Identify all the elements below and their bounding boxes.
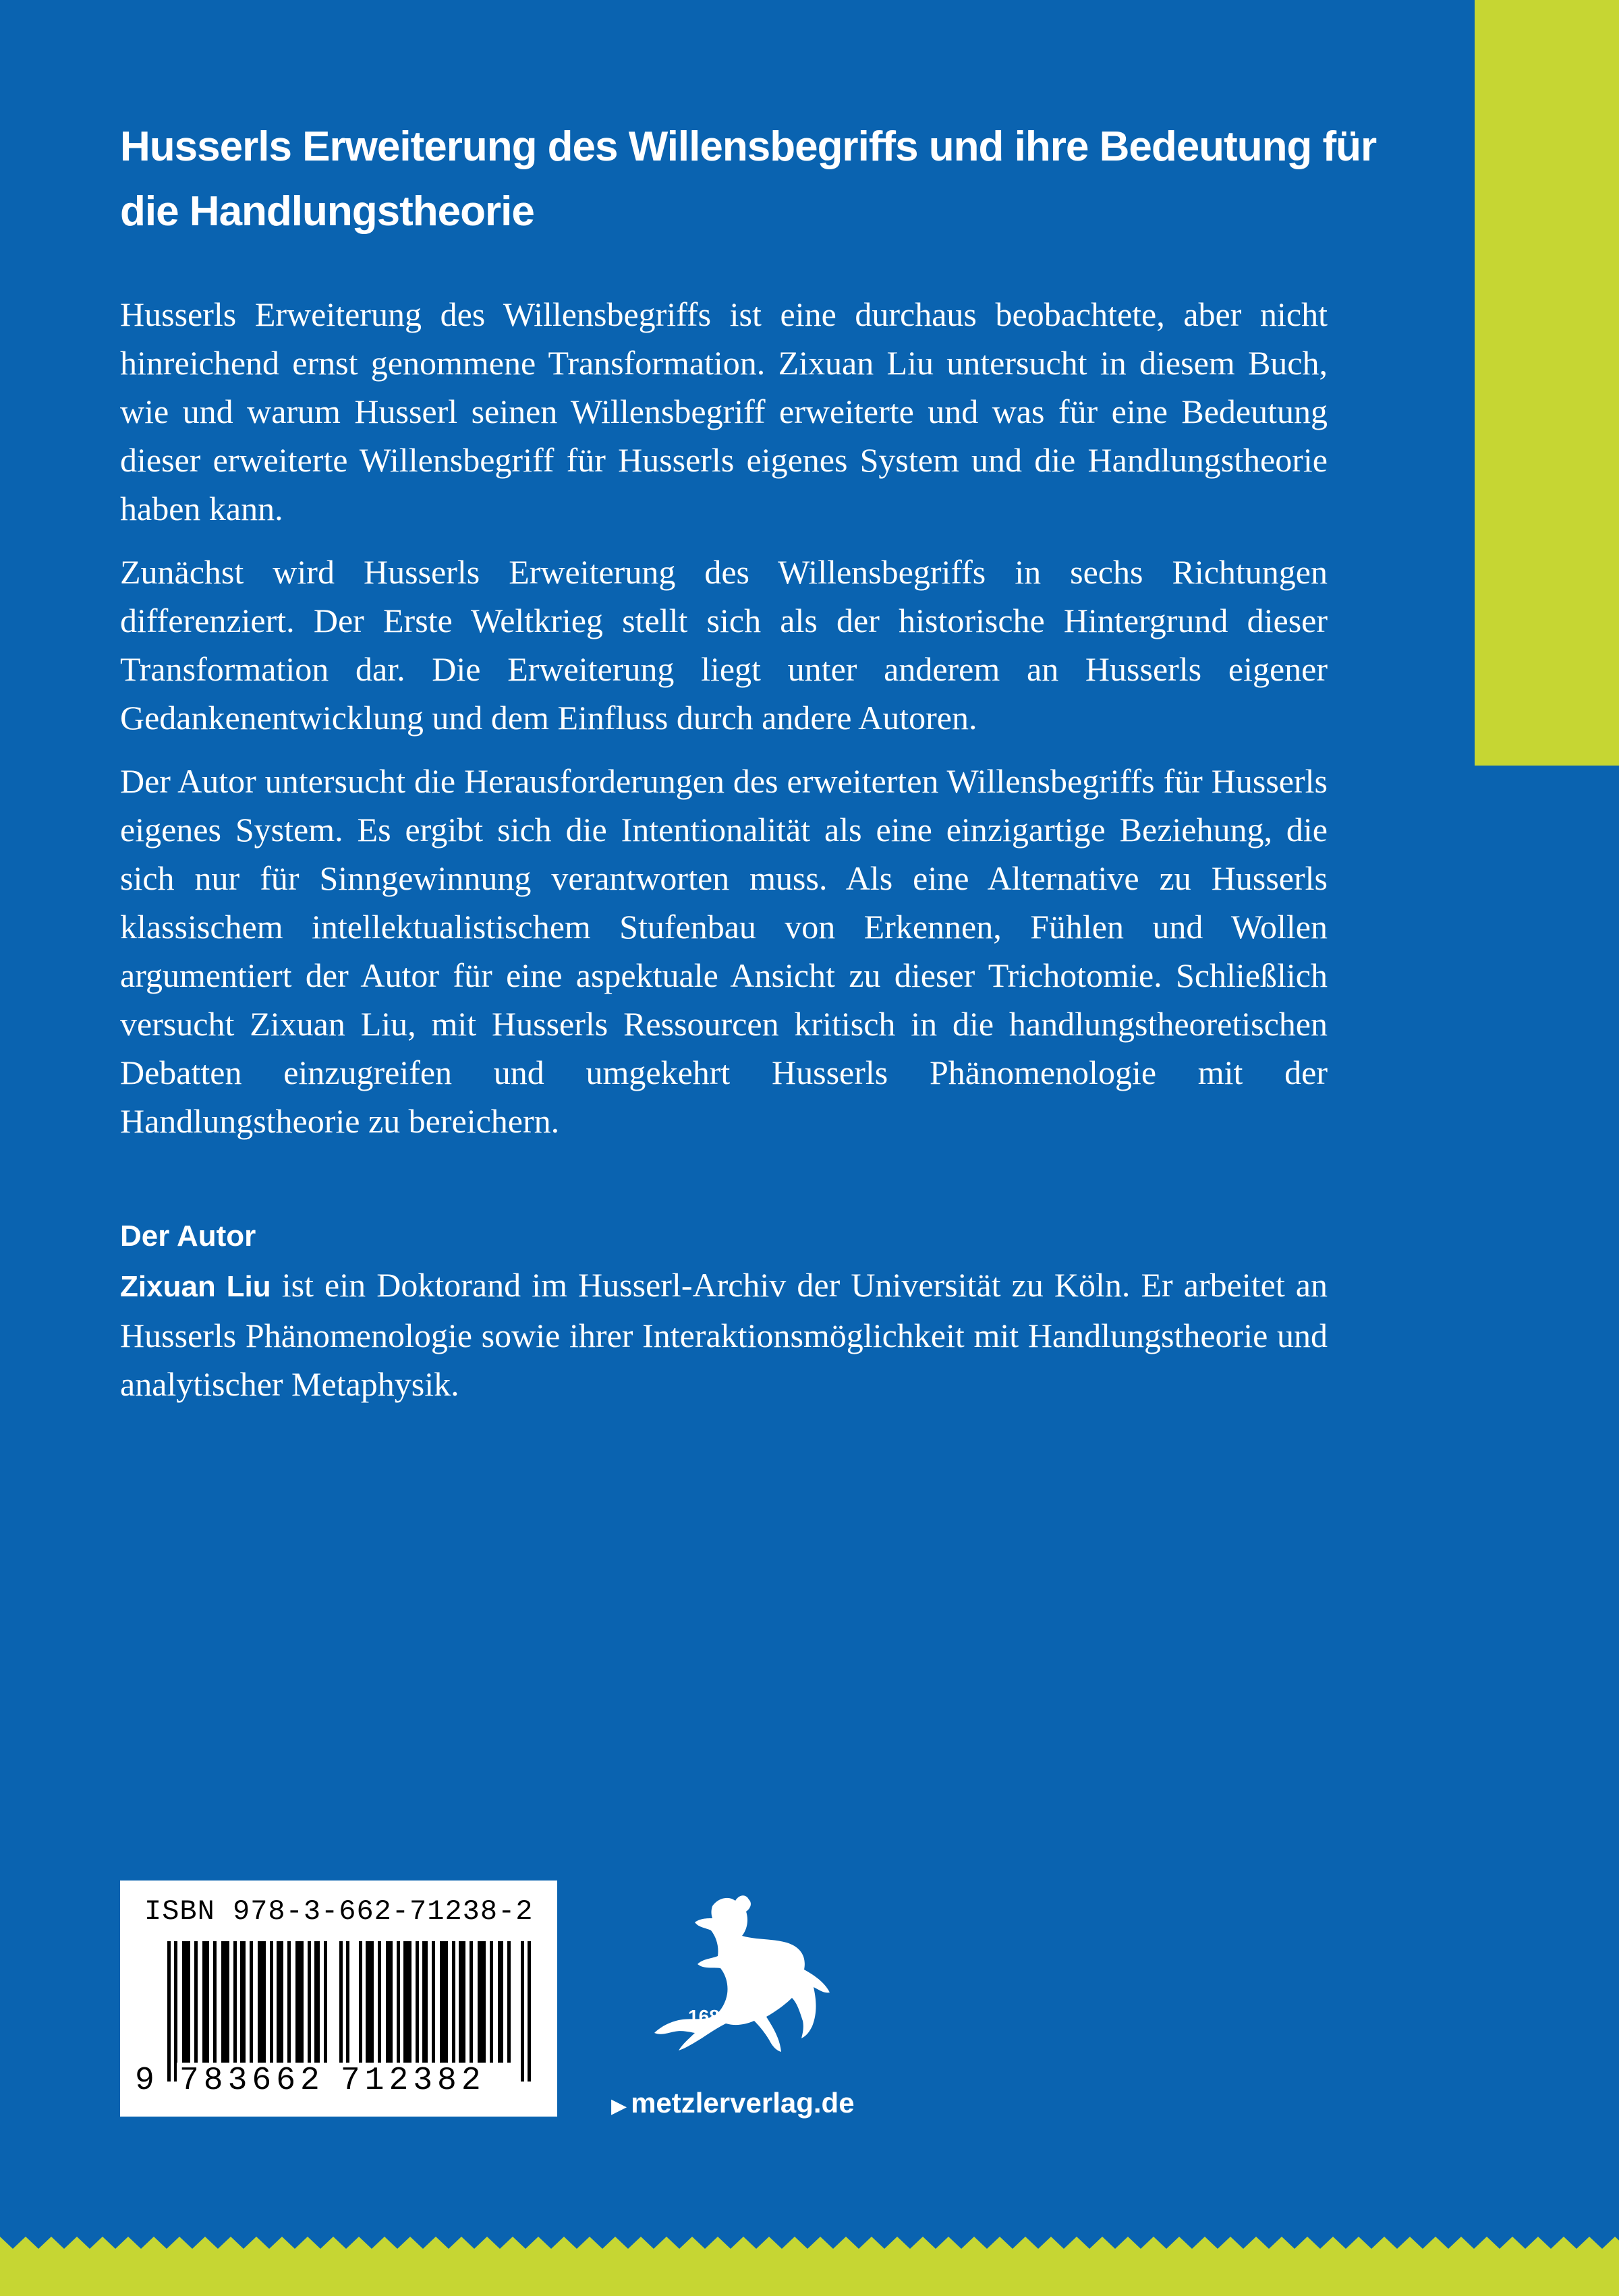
author-heading: Der Autor: [120, 1219, 256, 1253]
author-name: Zixuan Liu: [120, 1270, 271, 1303]
blurb-paragraph: Husserls Erweiterung des Willensbegriffs ist eine durchaus beobachtete, aber nicht hinreichend ernst genommene Transformation. Zixuan Liu untersucht in diesem Buch, wie und warum Husserl seinen Willensbegriff erweiterte und was für eine Bedeutung dieser erweiterte Willensbegriff für Husserls eigenes System und die Handlungstheorie haben kann.: [120, 295, 1328, 527]
author-bio-text: ist ein Doktorand im Husserl-Archiv der Universität zu Köln. Er arbeitet an Husserls Phänomenologie sowie ihrer Interaktionsmöglichkeit mit Handlungstheorie und analytischer Metaphysik.: [120, 1266, 1328, 1403]
blurb-paragraph: Der Autor untersucht die Herausforderungen des erweiterten Willensbegriffs für Husserls eigenes System. Es ergibt sich die Intentionalität als eine einzigartige Beziehung, die sich nur für Sinngewinnung verantworten muss. Als eine Alternative zu Husserls klassischem intellektualistischem Stufenbau von Erkennen, Fühlen und Wollen argumentiert der Autor für eine aspektuale Ansicht zu dieser Trichotomie. Schließlich versucht Zixuan Liu, mit Husserls Ressourcen kritisch in die handlungstheoretischen Debatten einzugreifen und umgekehrt Husserls Phänomenologie mit der Handlungstheorie zu bereichern.: [120, 762, 1328, 1140]
barcode-bars: [167, 1941, 532, 2082]
blurb: [120, 290, 1328, 1160]
author-bio: [120, 1261, 1328, 1408]
accent-tab: [1475, 0, 1619, 766]
horse-icon: [648, 1889, 850, 2064]
barcode-digits-left: 783662: [177, 2063, 327, 2099]
barcode-digit-first: 9: [135, 2063, 159, 2099]
logo-year: 1682: [688, 2006, 731, 2027]
author-section: [120, 1212, 1328, 1408]
publisher-url[interactable]: [611, 2087, 855, 2119]
isbn-barcode: [120, 1881, 557, 2117]
play-arrow-icon: ▶: [611, 2095, 627, 2117]
isbn-label: ISBN 978-3-662-71238-2: [144, 1895, 534, 1928]
bottom-decorative-band: [0, 2237, 1619, 2296]
blurb-paragraph: Zunächst wird Husserls Erweiterung des Willensbegriffs in sechs Richtungen differenziert. Der Erste Weltkrieg stellt sich als der historische Hintergrund dieser Transformation dar. Die Erweiterung liegt unter anderem an Husserls eigener Gedankenentwicklung und dem Einfluss durch andere Autoren.: [120, 553, 1328, 737]
barcode-digits-right: 712382: [338, 2063, 488, 2099]
page-title: Husserls Erweiterung des Willensbegriffs und ihre Bedeutung für die Handlungstheorie: [120, 123, 1377, 235]
barcode-digits: [135, 2063, 546, 2099]
publisher-url-text[interactable]: metzlerverlag.de: [631, 2087, 855, 2119]
